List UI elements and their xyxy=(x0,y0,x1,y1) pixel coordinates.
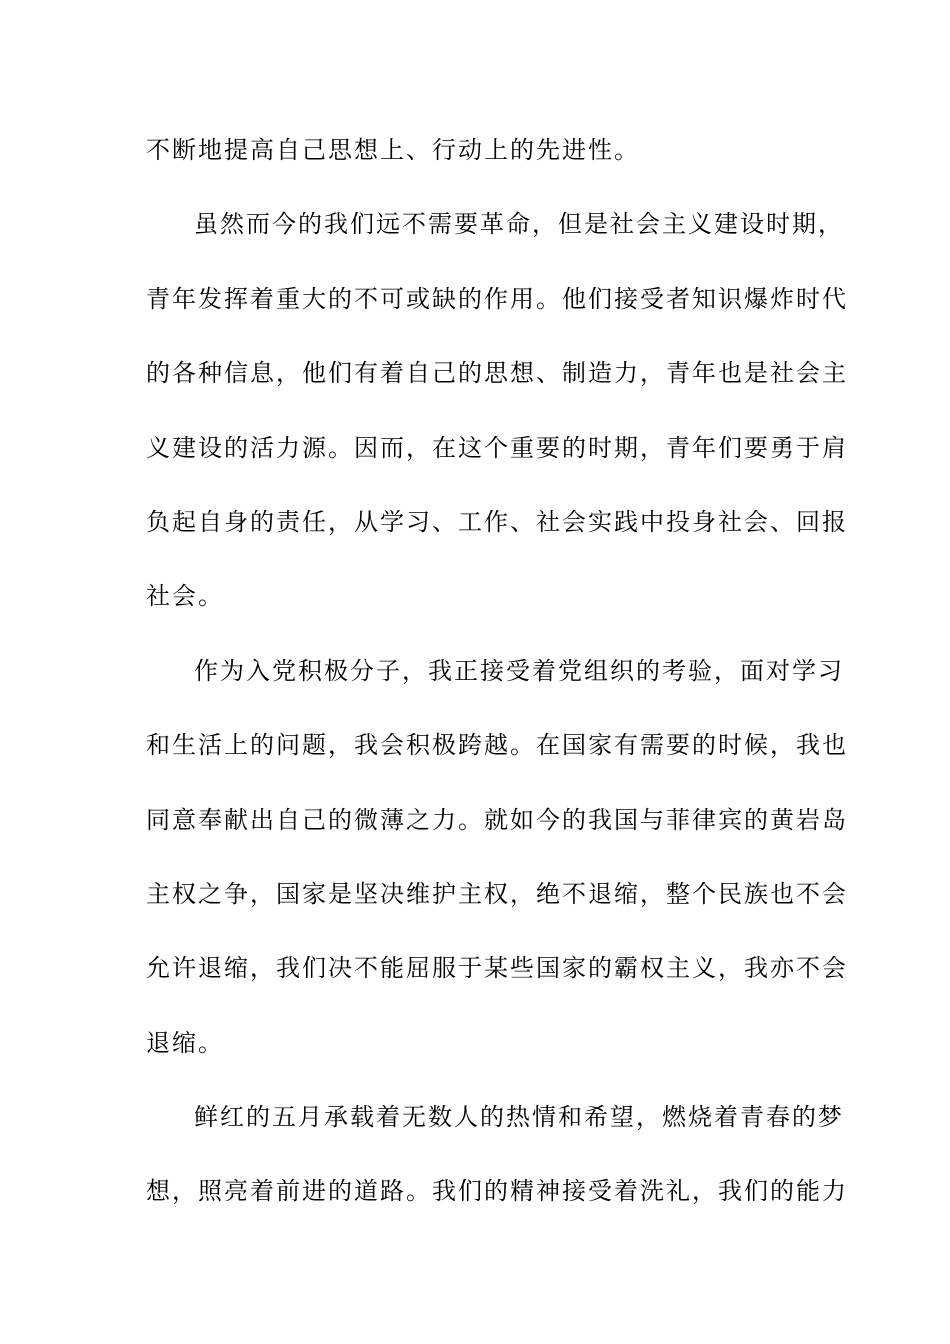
text-line: 青年发挥着重大的不可或缺的作用。他们接受者知识爆炸时代 xyxy=(146,284,848,313)
body-text xyxy=(146,128,848,1244)
text-line: 想，照亮着前进的道路。我们的精神接受着洗礼，我们的能力 xyxy=(146,1177,848,1206)
text-line: 不断地提高自己思想上、行动上的先进性。 xyxy=(146,136,640,164)
text-line: 义建设的活力源。因而，在这个重要的时期，青年们要勇于肩 xyxy=(146,433,848,462)
text-line: 社会。 xyxy=(146,582,224,611)
text-line: 和生活上的问题，我会积极跨越。在国家有需要的时候，我也 xyxy=(146,731,848,760)
text-line: 允许退缩，我们决不能屈服于某些国家的霸权主义，我亦不会 xyxy=(146,954,848,983)
text-line: 同意奉献出自己的微薄之力。就如今的我国与菲律宾的黄岩岛 xyxy=(146,805,848,834)
text-line: 鲜红的五月承载着无数人的热情和希望，燃烧着青春的梦 xyxy=(194,1103,844,1132)
text-line: 的各种信息，他们有着自己的思想、制造力，青年也是社会主 xyxy=(146,359,848,388)
text-line: 作为入党积极分子，我正接受着党组织的考验，面对学习 xyxy=(194,656,844,685)
text-line: 退缩。 xyxy=(146,1028,224,1057)
text-line: 负起自身的责任，从学习、工作、社会实践中投身社会、回报 xyxy=(146,507,848,536)
text-line: 虽然而今的我们远不需要革命，但是社会主义建设时期， xyxy=(194,210,844,239)
text-line: 主权之争，国家是坚决维护主权，绝不退缩，整个民族也不会 xyxy=(146,879,848,908)
